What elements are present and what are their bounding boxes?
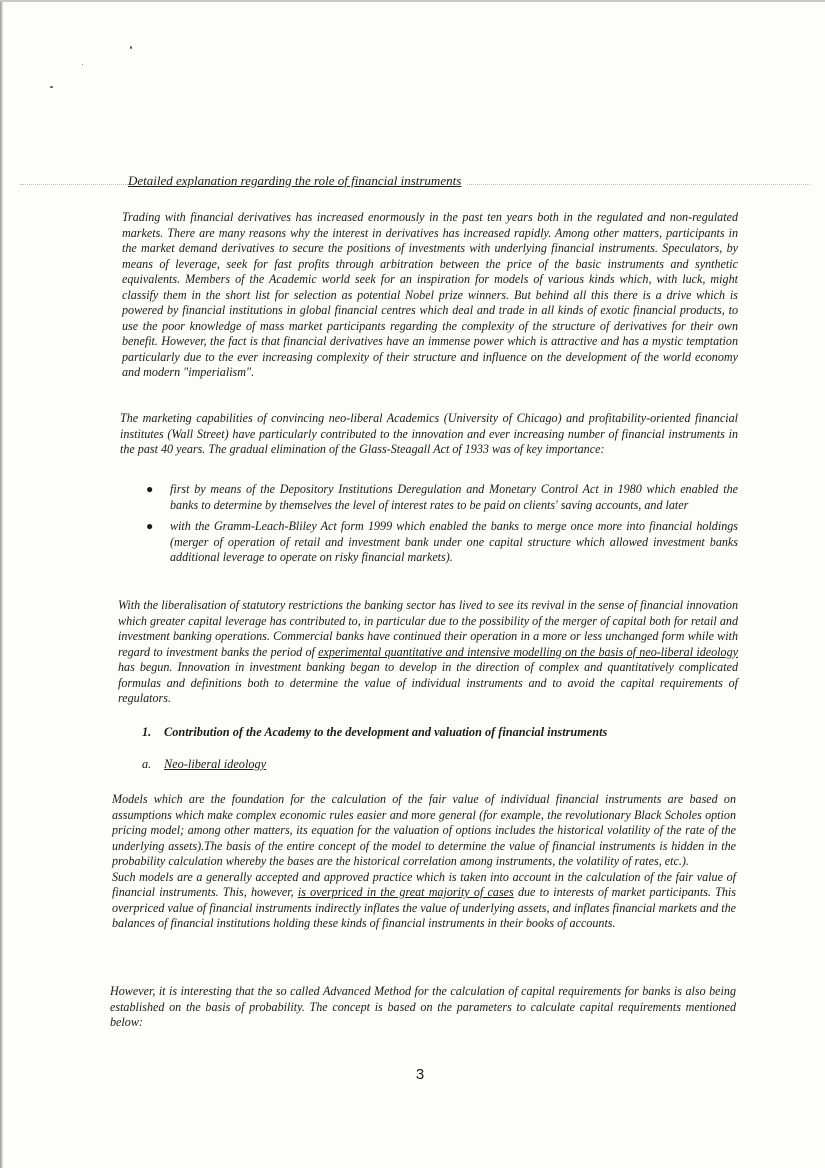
- bullet-icon: ●: [146, 519, 154, 533]
- scan-speck: [82, 64, 83, 65]
- list-item-text: with the Gramm-Leach-Bliley Act form 1999 which enabled the banks to merge once more into financial holdings (merger of operation of retail and investment bank under one capital structure which allowed investment banks additional leverage to operate on risky financial markets).: [170, 519, 738, 564]
- paragraph-models: [112, 792, 736, 932]
- underlined-phrase: experimental quantitative and intensive modelling on the basis of neo-liberal ideology: [318, 644, 738, 659]
- scan-edge-left: [0, 0, 3, 1168]
- section-heading: Detailed explanation regarding the role of financial instruments: [128, 173, 467, 189]
- section-letter: a.: [142, 757, 152, 771]
- subsection-heading: [142, 725, 607, 740]
- paragraph-advanced-method: However, it is interesting that the so called Advanced Method for the calculation of capital requirements for banks is also being established on the basis of probability. The concept is based on the parameters to calculate capital requirements mentioned below:: [110, 984, 736, 1029]
- section-title: Neo-liberal ideology: [164, 757, 267, 771]
- scan-speck: [130, 46, 132, 49]
- paragraph-derivatives-trading: Trading with financial derivatives has increased enormously in the past ten years both in the regulated and non-regulated markets. There are many reasons why the interest in derivatives has increased rapidly. Among other matters, participants in the market demand derivatives to secure the positions of investments with underlying financial instruments. Speculators, by means of leverage, seek for fast profits through arbitration between the price of the basic instruments and synthetic equivalents. Members of the Academic world seek for an inspiration for models of various kinds which, with luck, might classify them in the short list for selection as potential Nobel prize winners. But behind all this there is a drive which is powered by financial institutions in global financial centres which deal and trade in all kinds of exotic financial products, to use the poor knowledge of mass market participants regarding the complexity of the structure of derivatives for their own benefit. However, the fact is that financial derivatives have an immense power which is attractive and has a mystic temptation particularly due to the ever increasing complexity of their structure and influence on the development of the world economy and modern "imperialism".: [122, 210, 738, 379]
- scan-speck: [50, 86, 53, 88]
- scan-edge-top: [0, 0, 825, 2]
- text-span: has begun. Innovation in investment banking began to develop in the direction of complex and quantitatively complicated formulas and definitions both to determine the value of individual instruments and to avoid the capital requirements of regulators.: [118, 660, 738, 705]
- paragraph-marketing-capabilities: The marketing capabilities of convincing neo-liberal Academics (University of Chicago) and profitability-oriented financial institutes (Wall Street) have particularly contributed to the innovation and ever increasing number of financial instruments in the past 40 years. The gradual elimination of the Glass-Steagall Act of 1933 was of key importance:: [120, 411, 738, 456]
- list-item: [140, 482, 738, 513]
- underlined-phrase: is overpriced in the great majority of cases: [297, 885, 514, 899]
- paragraph-liberalisation: [118, 598, 738, 707]
- sub-subsection-heading: [142, 757, 266, 772]
- text-span: Such models are a generally accepted and approved practice which is taken into account in the calculation of the fair value of financial instruments. This, however,: [112, 869, 736, 899]
- section-title: Contribution of the Academy to the development and valuation of financial instruments: [164, 725, 608, 739]
- section-number: 1.: [142, 725, 152, 739]
- bullet-list: [140, 482, 738, 572]
- list-item-text: first by means of the Depository Institutions Deregulation and Monetary Control Act in 1980 which enabled the banks to determine by themselves the level of interest rates to be paid on clients' saving accounts, and later: [170, 482, 738, 512]
- list-item: [140, 519, 738, 566]
- text-span: Models which are the foundation for the calculation of the fair value of individual financial instruments are based on assumptions which make complex economic rules easier and more general (for example, the revolutionary Black Scholes option pricing model; among other matters, its equation for the valuation of options includes the historical volatility of the rate of the underlying assets).The basis of the entire concept of the model to determine the value of financial instruments is hidden in the probability calculation whereby the bases are the historical correlation among instruments, the volatility of rates, etc.).: [112, 792, 736, 868]
- text-span: due to interests of market participants. This overpriced value of financial instruments indirectly inflates the value of underlying assets, and inflates financial markets and the balances of financial institutions holding these kinds of financial instruments in their books of accounts.: [112, 885, 736, 930]
- page-number: 3: [415, 1066, 425, 1083]
- text-span: With the liberalisation of statutory restrictions the banking sector has lived to see its revival in the sense of financial innovation which greater capital leverage has contributed to, in particular due to the possibility of the merger of capital both for retail and investment banking operations. Commercial banks have continued their operation in a more or less unchanged form while with regard to investment banks the period of: [118, 598, 738, 659]
- bullet-icon: ●: [146, 482, 154, 496]
